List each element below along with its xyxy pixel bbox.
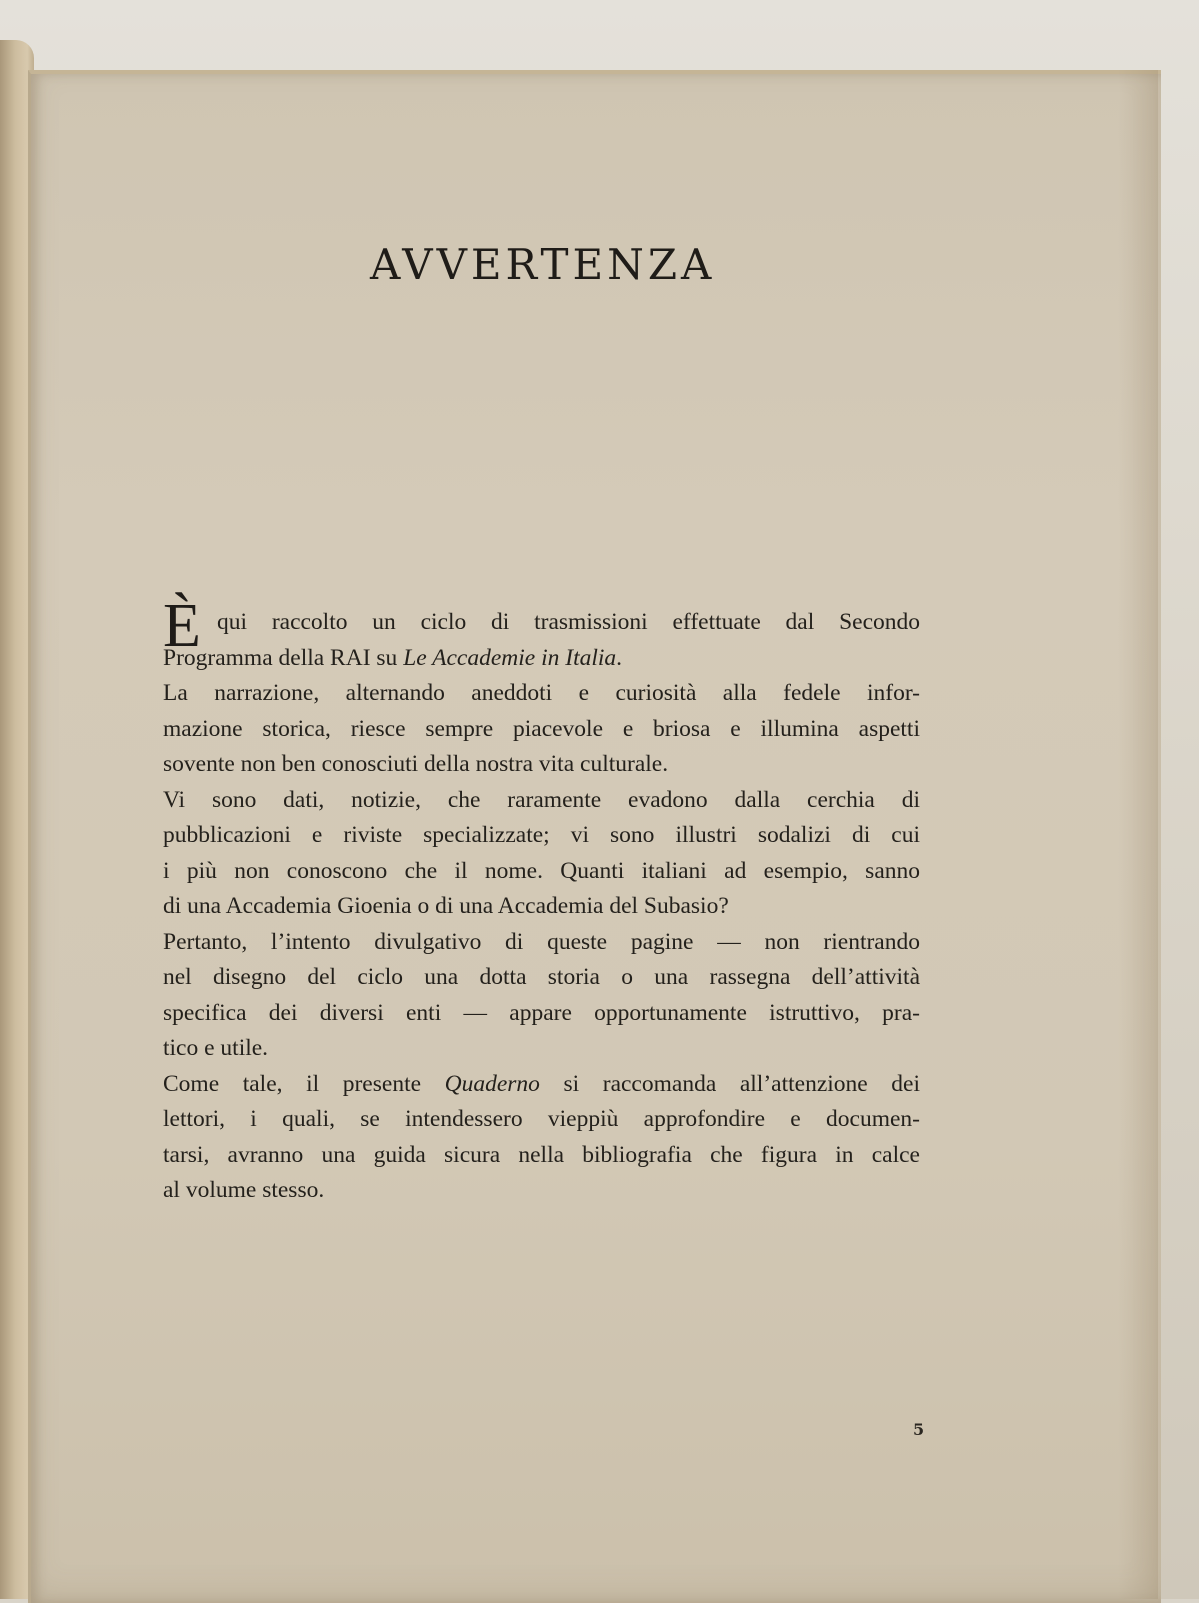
paragraph-3	[163, 783, 920, 925]
text-line: tico e utile.	[163, 1035, 269, 1061]
paragraph-1	[163, 592, 920, 676]
text-segment: si raccomanda all’attenzione dei	[539, 1070, 920, 1097]
text-segment: Programma della RAI su	[163, 644, 404, 671]
italic-title: Quaderno	[444, 1070, 540, 1097]
text-line: specifica dei diversi enti — appare opportunamente istruttivo, pra-	[163, 999, 920, 1026]
text-line: nel disegno del ciclo una dotta storia o una rassegna dell’attività	[163, 964, 920, 990]
text-line: Pertanto, l’intento divulgativo di queste pagine — non rientrando	[163, 928, 920, 955]
text-line: Vi sono dati, notizie, che raramente evadono dalla cerchia di	[163, 786, 920, 813]
text-segment: .	[616, 644, 623, 671]
text-line: mazione storica, riesce sempre piacevole e briosa e illumina aspetti	[163, 715, 920, 742]
text-line: lettori, i quali, se intendessero vieppiù approfondire e documen-	[163, 1106, 920, 1132]
text-line: sovente non ben conosciuti della nostra vita culturale.	[163, 751, 669, 777]
page-number: 5	[913, 1420, 925, 1439]
text-line: al volume stesso.	[163, 1177, 325, 1203]
italic-title: Le Accademie in Italia	[403, 644, 617, 671]
text-line: tarsi, avranno una guida sicura nella bibliografia che figura in calce	[163, 1141, 920, 1168]
paragraph-5	[163, 1067, 920, 1209]
text-line: i più non conoscono che il nome. Quanti italiani ad esempio, sanno	[163, 857, 920, 884]
paragraph-4	[163, 925, 920, 1067]
body-text	[163, 592, 920, 1209]
text-line: di una Accademia Gioenia o di una Accademia del Subasio?	[163, 893, 729, 919]
page-heading: AVVERTENZA	[370, 240, 716, 289]
text-line	[163, 641, 920, 677]
text-segment: Come tale, il presente	[163, 1070, 445, 1097]
drop-capital: È	[163, 592, 201, 660]
page-edge-shadow	[1118, 70, 1158, 1599]
text-line: pubblicazioni e riviste specializzate; vi sono illustri sodalizi di cui	[163, 822, 920, 848]
paragraph-2	[163, 676, 920, 783]
text-line-content: qui raccolto un ciclo di trasmissioni effettuate dal Secondo	[217, 609, 920, 635]
text-line: La narrazione, alternando aneddoti e curiosità alla fedele infor-	[163, 680, 920, 706]
text-line	[163, 1067, 920, 1103]
